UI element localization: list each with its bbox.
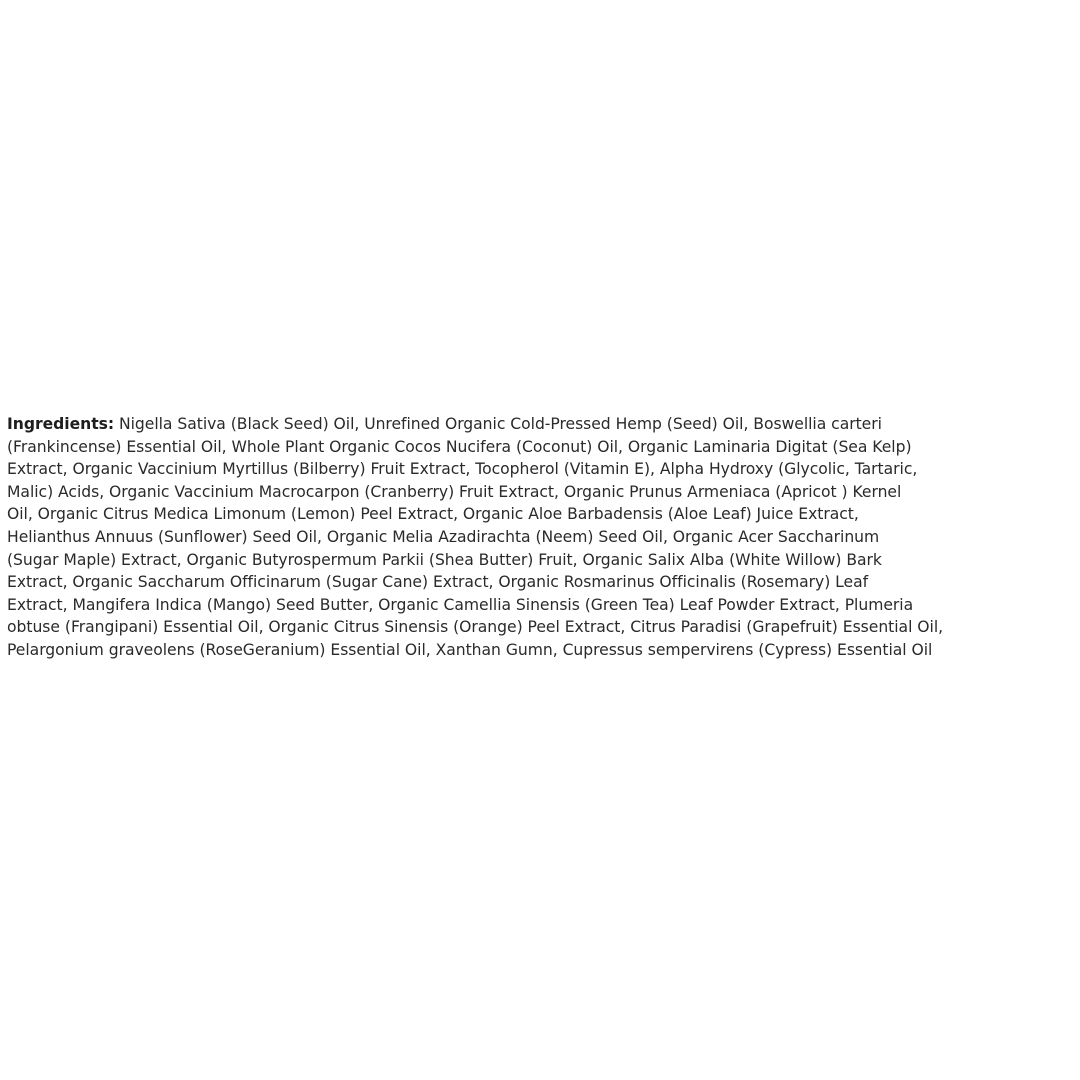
ingredients-line-1 <box>7 413 1077 436</box>
ingredients-line-7: (Sugar Maple) Extract, Organic Butyrospermum Parkii (Shea Butter) Fruit, Organic Salix Alba (White Willow) Bark <box>7 550 882 569</box>
ingredients-line-text: Nigella Sativa (Black Seed) Oil, Unrefined Organic Cold-Pressed Hemp (Seed) Oil, Boswellia carteri <box>114 415 882 433</box>
ingredients-label: Ingredients: <box>7 415 115 433</box>
ingredients-line-2: (Frankincense) Essential Oil, Whole Plant Organic Cocos Nucifera (Coconut) Oil, Organic Laminaria Digitat (Sea Kelp) <box>7 437 912 456</box>
ingredients-line-4: Malic) Acids, Organic Vaccinium Macrocarpon (Cranberry) Fruit Extract, Organic Prunus Armeniaca (Apricot ) Kernel <box>7 482 902 501</box>
ingredients-line-11: Pelargonium graveolens (RoseGeranium) Essential Oil, Xanthan Gumn, Cupressus sempervirens (Cypress) Essential Oil <box>7 640 933 659</box>
ingredients-line-9: Extract, Mangifera Indica (Mango) Seed Butter, Organic Camellia Sinensis (Green Tea) Leaf Powder Extract, Plumeria <box>7 595 914 614</box>
ingredients-line-5: Oil, Organic Citrus Medica Limonum (Lemon) Peel Extract, Organic Aloe Barbadensis (Aloe Leaf) Juice Extract, <box>7 505 859 524</box>
ingredients-line-3: Extract, Organic Vaccinium Myrtillus (Bilberry) Fruit Extract, Tocopherol (Vitamin E), Alpha Hydroxy (Glycolic, Tartaric, <box>7 460 918 479</box>
ingredients-line-10: obtuse (Frangipani) Essential Oil, Organic Citrus Sinensis (Orange) Peel Extract, Citrus Paradisi (Grapefruit) Essential Oil, <box>7 618 944 637</box>
ingredients-line-8: Extract, Organic Saccharum Officinarum (Sugar Cane) Extract, Organic Rosmarinus Officinalis (Rosemary) Leaf <box>7 573 869 592</box>
ingredients-line-6: Helianthus Annuus (Sunflower) Seed Oil, Organic Melia Azadirachta (Neem) Seed Oil, Organic Acer Saccharinum <box>7 527 880 546</box>
ingredients-text <box>7 413 1077 662</box>
